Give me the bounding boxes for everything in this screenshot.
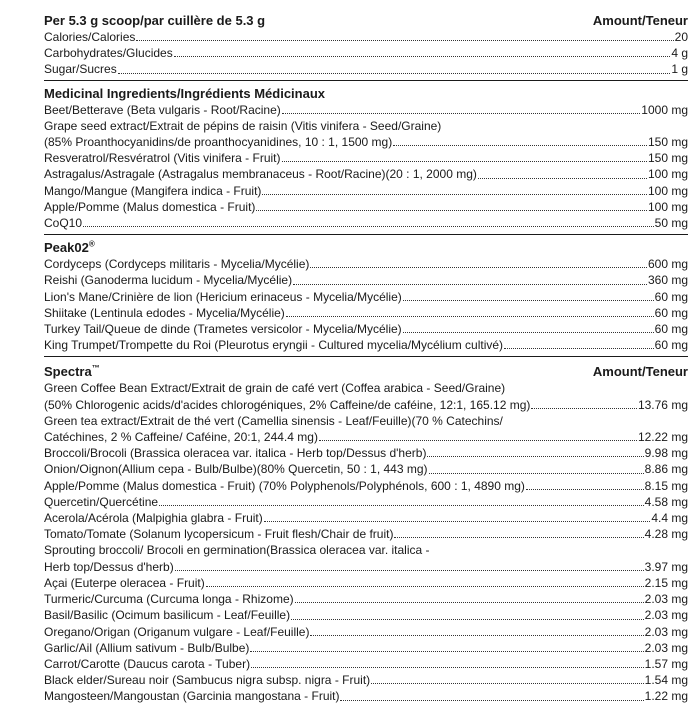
ingredient-name: (50% Chlorogenic acids/d'acides chlorogéniques, 2% Caffeine/de caféine, 12:1, 165.12 mg) (44, 397, 531, 412)
peak-title-text (44, 239, 95, 256)
ingredient-name: Mango/Mangue (Mangifera indica - Fruit) (44, 183, 262, 198)
serving-section (44, 12, 688, 81)
ingredient-name: Shiitake (Lentinula edodes - Mycelia/Mycélie) (44, 305, 285, 320)
ingredient-name: Mangosteen/Mangoustan (Garcinia mangostana - Fruit) (44, 689, 340, 704)
ingredient-amount: 9.98 mg (644, 446, 688, 461)
ingredient-name: King Trumpet/Trompette du Roi (Pleurotus eryngii - Cultured mycelia/Mycélium cultivé) (44, 338, 504, 353)
leader-dots (282, 161, 647, 162)
ingredient-row (44, 494, 688, 510)
leader-dots (174, 56, 671, 57)
serving-size: Per 5.3 g scoop/par cuillère de 5.3 g (44, 13, 266, 28)
leader-dots (310, 635, 643, 636)
spectra-section (44, 357, 688, 704)
ingredient-row (44, 272, 688, 288)
ingredient-row (44, 134, 688, 150)
ingredient-name: Resveratrol/Resvératrol (Vitis vinifera - Fruit) (44, 151, 281, 166)
ingredient-row (44, 397, 688, 413)
ingredient-row (44, 688, 688, 704)
medicinal-title-text: Medicinal Ingredients/Ingrédients Médicinaux (44, 85, 325, 101)
peak-title-word: Peak02 (44, 240, 89, 256)
leader-dots (282, 113, 641, 114)
ingredient-row (44, 559, 688, 575)
ingredient-name: Catéchines, 2 % Caffeine/ Caféine, 20:1, 244.4 mg) (44, 430, 318, 445)
spectra-header (44, 363, 688, 380)
ingredient-name: Apple/Pomme (Malus domestica - Fruit) (70% Polyphenols/Polyphénols, 600 : 1, 4890 mg) (44, 478, 525, 493)
ingredient-amount: 150 mg (647, 135, 688, 150)
ingredient-row (44, 510, 688, 526)
ingredient-amount: 2.03 mg (644, 592, 688, 607)
ingredient-amount: 3.97 mg (644, 559, 688, 574)
ingredient-row (44, 337, 688, 353)
ingredient-name: Garlic/Ail (Allium sativum - Bulb/Bulbe) (44, 640, 250, 655)
nutrient-row (44, 29, 688, 45)
leader-dots (286, 316, 654, 317)
ingredient-name-line: Green Coffee Bean Extract/Extrait de grain de café vert (Coffea arabica - Seed/Graine) (44, 381, 506, 396)
peak-section (44, 235, 688, 357)
medicinal-section (44, 81, 688, 236)
ingredient-amount: 100 mg (647, 183, 688, 198)
peak-title (44, 239, 688, 256)
ingredient-name: Carrot/Carotte (Daucus carota - Tuber) (44, 656, 251, 671)
leader-dots (295, 602, 644, 603)
ingredient-amount: 60 mg (654, 322, 688, 337)
nutrient-amount: 4 g (671, 46, 688, 61)
ingredient-name-line: Green tea extract/Extrait de thé vert (Camellia sinensis - Leaf/Feuille)(70 % Catechins/ (44, 413, 503, 428)
ingredient-name: Basil/Basilic (Ocimum basilicum - Leaf/Feuille) (44, 608, 291, 623)
leader-dots (293, 284, 647, 285)
leader-dots (291, 619, 644, 620)
leader-dots (118, 73, 671, 74)
ingredient-name-line: Grape seed extract/Extrait de pépins de raisin (Vitis vinifera - Seed/Graine) (44, 118, 442, 133)
ingredient-row (44, 607, 688, 623)
medicinal-title (44, 85, 688, 102)
ingredient-row (44, 321, 688, 337)
ingredient-amount: 60 mg (654, 338, 688, 353)
ingredient-amount: 100 mg (647, 199, 688, 214)
ingredient-name: Turkey Tail/Queue de dinde (Trametes versicolor - Mycelia/Mycélie) (44, 322, 402, 337)
ingredient-name: Cordyceps (Cordyceps militaris - Mycelia/Mycélie) (44, 257, 310, 272)
ingredient-amount: 2.03 mg (644, 640, 688, 655)
ingredient-amount: 100 mg (647, 167, 688, 182)
leader-dots (427, 456, 643, 457)
ingredient-name: Acerola/Acérola (Malpighia glabra - Fruit) (44, 511, 263, 526)
leader-dots (159, 505, 644, 506)
ingredient-row (44, 461, 688, 477)
ingredient-amount: 1.22 mg (644, 689, 688, 704)
spectra-list-a (44, 445, 688, 542)
ingredient-row (44, 256, 688, 272)
ingredient-name: Quercetin/Quercétine (44, 494, 159, 509)
ingredient-amount: 2.03 mg (644, 608, 688, 623)
ingredient-row (44, 478, 688, 494)
ingredient-row (44, 166, 688, 182)
ingredient-amount: 1000 mg (641, 102, 688, 117)
ingredient-amount: 60 mg (654, 305, 688, 320)
spectra-list-b (44, 575, 688, 705)
leader-dots (251, 667, 644, 668)
ingredient-name: CoQ10 (44, 216, 83, 231)
ingredient-row (44, 429, 688, 445)
spectra-title-word: Spectra (44, 364, 92, 380)
ingredient-name: Astragalus/Astragale (Astragalus membranaceus - Root/Racine)(20 : 1, 2000 mg) (44, 167, 477, 182)
leader-dots (504, 348, 654, 349)
ingredient-row (44, 199, 688, 215)
ingredient-name: (85% Proanthocyanidins/de proanthocyanidines, 10 : 1, 1500 mg) (44, 135, 393, 150)
leader-dots (371, 683, 643, 684)
ingredient-row (44, 672, 688, 688)
spectra-amount-header: Amount/Teneur (592, 364, 688, 380)
ingredient-name: Onion/Oignon(Allium cepa - Bulb/Bulbe)(80% Quercetin, 50 : 1, 443 mg) (44, 462, 428, 477)
nutrient-row (44, 61, 688, 77)
leader-dots (206, 586, 644, 587)
leader-dots (403, 332, 654, 333)
ingredient-row (44, 445, 688, 461)
leader-dots (526, 489, 644, 490)
ingredient-amount: 2.03 mg (644, 624, 688, 639)
nutrient-amount: 20 (674, 30, 688, 44)
ingredient-amount: 50 mg (654, 216, 688, 231)
leader-dots (262, 194, 647, 195)
leader-dots (136, 40, 673, 41)
leader-dots (429, 473, 644, 474)
ingredient-name: Reishi (Ganoderma lucidum - Mycelia/Mycélie) (44, 273, 293, 288)
nutrient-row (44, 45, 688, 61)
ingredient-row (44, 305, 688, 321)
nutrient-name: Carbohydrates/Glucides (44, 46, 173, 61)
leader-dots (478, 178, 647, 179)
ingredient-amount: 600 mg (647, 257, 688, 272)
leader-dots (394, 537, 643, 538)
ingredient-row (44, 150, 688, 166)
ingredient-row (44, 289, 688, 305)
ingredient-amount: 8.86 mg (644, 462, 688, 477)
leader-dots (175, 570, 644, 571)
ingredient-name: Açai (Euterpe oleracea - Fruit) (44, 575, 205, 590)
ingredient-row (44, 640, 688, 656)
leader-dots (393, 145, 647, 146)
ingredient-amount: 13.76 mg (637, 397, 688, 412)
ingredient-name: Tomato/Tomate (Solanum lycopersicum - Fruit flesh/Chair de fruit) (44, 527, 394, 542)
spectra-title (44, 363, 100, 380)
ingredient-amount: 150 mg (647, 151, 688, 166)
leader-dots (403, 300, 654, 301)
peak-list (44, 256, 688, 353)
ingredient-row (44, 575, 688, 591)
leader-dots (310, 267, 647, 268)
ingredient-name: Herb top/Dessus d'herb) (44, 559, 174, 574)
ingredient-amount: 8.15 mg (644, 478, 688, 493)
ingredient-amount: 4.28 mg (644, 527, 688, 542)
ingredient-name: Apple/Pomme (Malus domestica - Fruit) (44, 199, 256, 214)
amount-header: Amount/Teneur (592, 13, 688, 28)
ingredient-row (44, 102, 688, 118)
ingredient-amount: 60 mg (654, 289, 688, 304)
medicinal-rest-list (44, 150, 688, 231)
leader-dots (83, 226, 654, 227)
ingredient-row (44, 624, 688, 640)
ingredient-row (44, 215, 688, 231)
leader-dots (264, 521, 651, 522)
ingredient-name: Black elder/Sureau noir (Sambucus nigra subsp. nigra - Fruit) (44, 673, 371, 688)
ingredient-name: Oregano/Origan (Origanum vulgare - Leaf/Feuille) (44, 624, 310, 639)
registered-mark: ® (88, 239, 95, 249)
nutrient-name: Calories/Calories (44, 30, 136, 44)
serving-header (44, 12, 688, 29)
ingredient-amount: 12.22 mg (637, 430, 688, 445)
ingredient-amount: 2.15 mg (644, 575, 688, 590)
trademark-mark: ™ (91, 364, 100, 374)
ingredient-amount: 1.57 mg (644, 656, 688, 671)
ingredient-amount: 4.58 mg (644, 494, 688, 509)
ingredient-amount: 360 mg (647, 273, 688, 288)
ingredient-name: Beet/Betterave (Beta vulgaris - Root/Racine) (44, 102, 281, 117)
leader-dots (250, 651, 643, 652)
nutrient-amount: 1 g (671, 62, 688, 77)
ingredient-name: Lion's Mane/Crinière de lion (Hericium erinaceus - Mycelia/Mycélie) (44, 289, 402, 304)
leader-dots (531, 408, 637, 409)
leader-dots (319, 440, 637, 441)
ingredient-name: Turmeric/Curcuma (Curcuma longa - Rhizome) (44, 592, 294, 607)
ingredient-row (44, 591, 688, 607)
ingredient-row (44, 656, 688, 672)
ingredient-amount: 1.54 mg (644, 673, 688, 688)
ingredient-name-line: Sprouting broccoli/ Brocoli en germination(Brassica oleracea var. italica - (44, 543, 430, 558)
nutrient-name: Sugar/Sucres (44, 62, 117, 77)
ingredient-row (44, 526, 688, 542)
ingredient-amount: 4.4 mg (651, 511, 688, 526)
leader-dots (256, 210, 647, 211)
ingredient-name: Broccoli/Brocoli (Brassica oleracea var. italica - Herb top/Dessus d'herb) (44, 446, 427, 461)
ingredient-row (44, 183, 688, 199)
